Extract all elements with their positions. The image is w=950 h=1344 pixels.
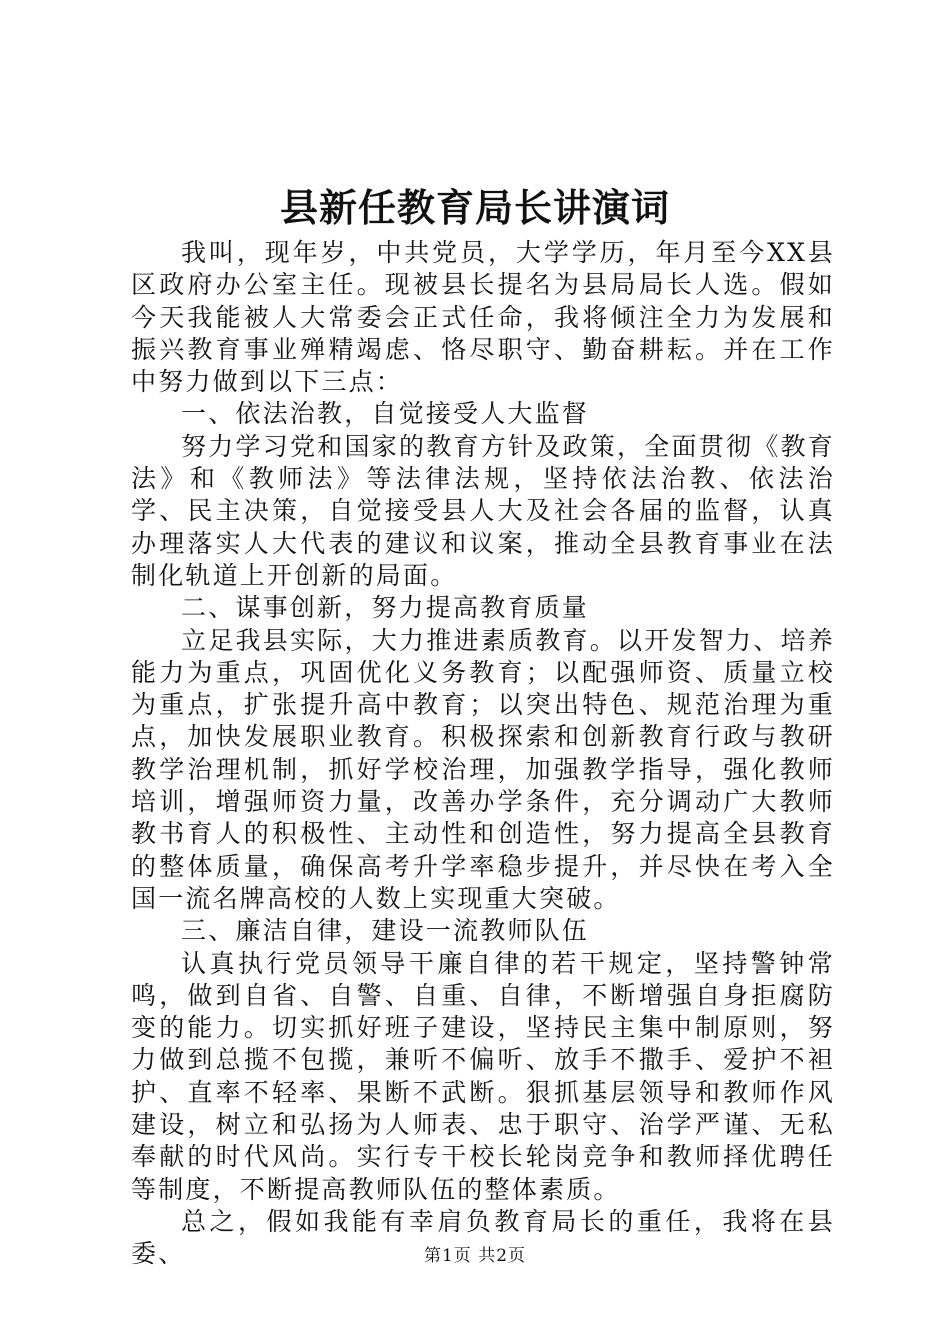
body-paragraph: 认真执行党员领导干廉自律的若干规定，坚持警钟常鸣，做到自省、自警、自重、自律，不断增强自身拒腐防变的能力。切实抓好班子建设，坚持民主集中制原则，努力做到总揽不包揽，兼听不偏听、放手不撒手、爱护不袒护、直率不轻率、果断不武断。狠抓基层领导和教师作风建设，树立和弘扬为人师表、忠于职守、治学严谨、无私奉献的时代风尚。实行专干校长轮岗竞争和教师择优聘任等制度，不断提高教师队伍的整体素质。 [131, 948, 835, 1204]
body-paragraph: 立足我县实际，大力推进素质教育。以开发智力、培养能力为重点，巩固优化义务教育；以配强师资、质量立校为重点，扩张提升高中教育；以突出特色、规范治理为重点，加快发展职业教育。积极探索和创新教育行政与教研教学治理机制，抓好学校治理，加强教学指导，强化教师培训，增强师资力量，改善办学条件，充分调动广大教师教书育人的积极性、主动性和创造性，努力提高全县教育的整体质量，确保高考升学率稳步提升，并尽快在考入全国一流名牌高校的人数上实现重大突破。 [131, 625, 835, 913]
page-footer: 第1页 共2页 [423, 1246, 527, 1266]
document-body [131, 237, 835, 1271]
section-heading: 一、依法治教，自觉接受人大监督 [181, 399, 590, 429]
body-paragraph: 我叫，现年岁，中共党员，大学学历，年月至今XX县区政府办公室主任。现被县长提名为县局局长人选。假如今天我能被人大常委会正式任命，我将倾注全力为发展和振兴教育事业殚精竭虑、恪尽职守、勤奋耕耘。并在工作中努力做到以下三点： [131, 238, 835, 397]
section-heading: 二、谋事创新，努力提高教育质量 [181, 593, 590, 623]
body-paragraph: 努力学习党和国家的教育方针及政策，全面贯彻《教育法》和《教师法》等法律法规，坚持依法治教、依法治学、民主决策，自觉接受县人大及社会各届的监督，认真办理落实人大代表的建议和议案，推动全县教育事业在法制化轨道上开创新的局面。 [131, 431, 835, 590]
body-paragraph: 总之，假如我能有幸肩负教育局长的重任，我将在县委、 [131, 1206, 835, 1269]
document-title: 县新任教育局长讲演词 [279, 185, 670, 230]
section-heading: 三、廉洁自律，建设一流教师队伍 [181, 916, 590, 946]
